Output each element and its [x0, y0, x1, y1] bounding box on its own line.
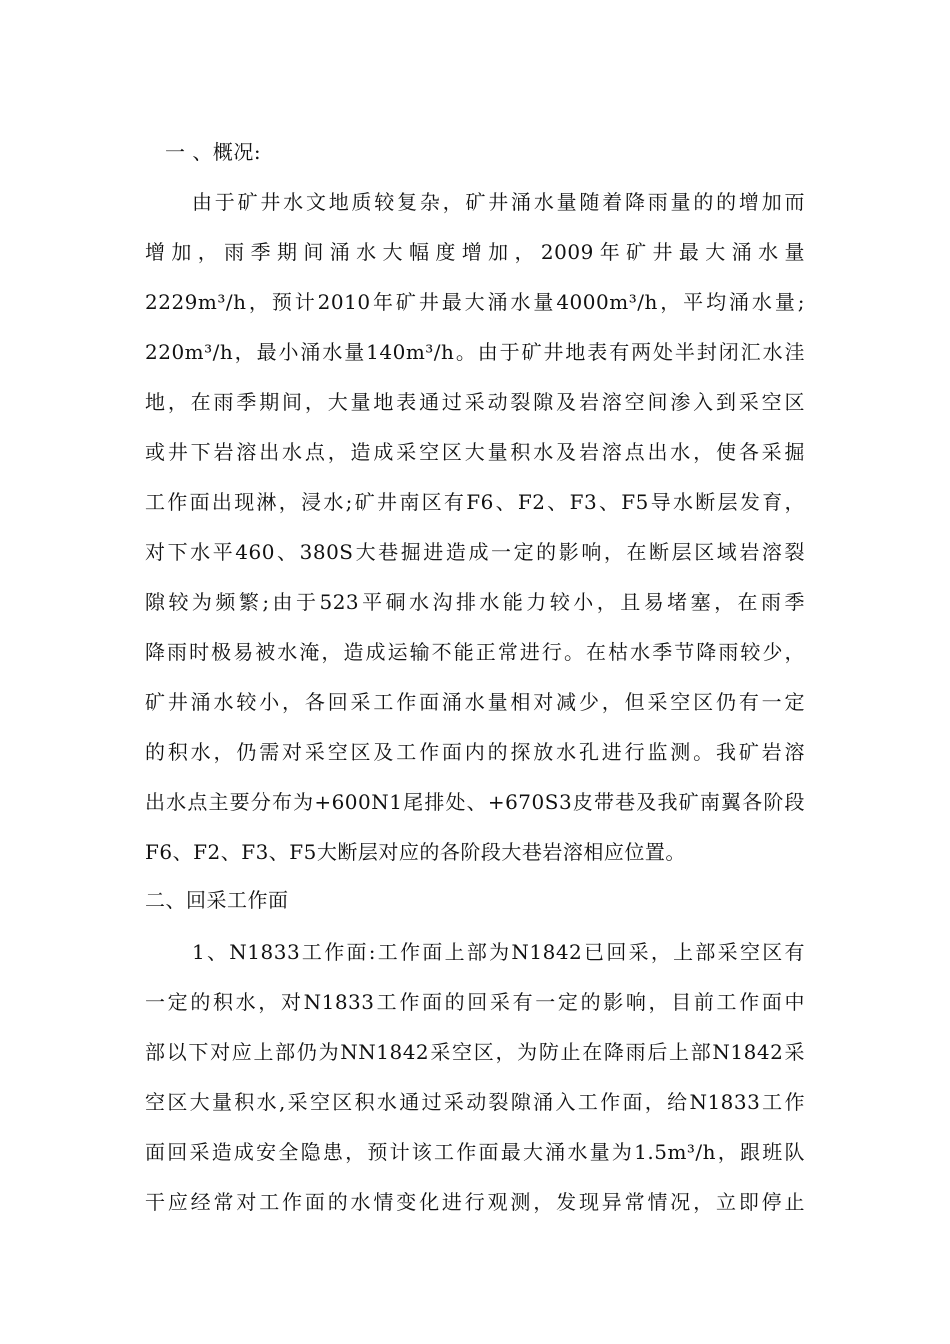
paragraph-line: 增加，雨季期间涌水大幅度增加，2009年矿井最大涌水量 [145, 240, 805, 264]
paragraph-line: 1、N1833工作面:工作面上部为N1842已回采，上部采空区有 [192, 940, 805, 964]
paragraph-line: 面回采造成安全隐患，预计该工作面最大涌水量为1.5m³/h，跟班队 [145, 1140, 805, 1164]
paragraph-line: 部以下对应上部仍为NN1842采空区，为防止在降雨后上部N1842采 [145, 1040, 805, 1064]
paragraph-line: 的积水，仍需对采空区及工作面内的探放水孔进行监测。我矿岩溶 [145, 740, 805, 764]
section-heading: 一 、概况: [165, 140, 262, 164]
paragraph-line: 空区大量积水,采空区积水通过采动裂隙涌入工作面，给N1833工作 [145, 1090, 805, 1114]
section-heading: 二、回采工作面 [145, 888, 289, 912]
paragraph-line: 出水点主要分布为+600N1尾排处、+670S3皮带巷及我矿南翼各阶段 [145, 790, 805, 814]
paragraph-line: 隙较为频繁;由于523平硐水沟排水能力较小，且易堵塞，在雨季 [145, 590, 805, 614]
paragraph-line: 对下水平460、380S大巷掘进造成一定的影响，在断层区域岩溶裂 [145, 540, 805, 564]
paragraph-line: 由于矿井水文地质较复杂，矿井涌水量随着降雨量的的增加而 [192, 190, 805, 214]
paragraph-line: 2229m³/h，预计2010年矿井最大涌水量4000m³/h，平均涌水量; [145, 290, 805, 314]
paragraph-line: 或井下岩溶出水点，造成采空区大量积水及岩溶点出水，使各采掘 [145, 440, 805, 464]
paragraph-line: 干应经常对工作面的水情变化进行观测，发现异常情况，立即停止 [145, 1190, 805, 1214]
paragraph-line: 220m³/h，最小涌水量140m³/h。由于矿井地表有两处半封闭汇水洼 [145, 340, 805, 364]
paragraph-line: 矿井涌水较小，各回采工作面涌水量相对减少，但采空区仍有一定 [145, 690, 805, 714]
paragraph-line: 工作面出现淋，浸水;矿井南区有F6、F2、F3、F5导水断层发育， [145, 490, 805, 514]
paragraph-line: 地，在雨季期间，大量地表通过采动裂隙及岩溶空间渗入到采空区 [145, 390, 805, 414]
paragraph-line: 一定的积水，对N1833工作面的回采有一定的影响，目前工作面中 [145, 990, 805, 1014]
paragraph-line: 降雨时极易被水淹，造成运输不能正常进行。在枯水季节降雨较少， [145, 640, 805, 664]
paragraph-line: F6、F2、F3、F5大断层对应的各阶段大巷岩溶相应位置。 [145, 840, 686, 864]
